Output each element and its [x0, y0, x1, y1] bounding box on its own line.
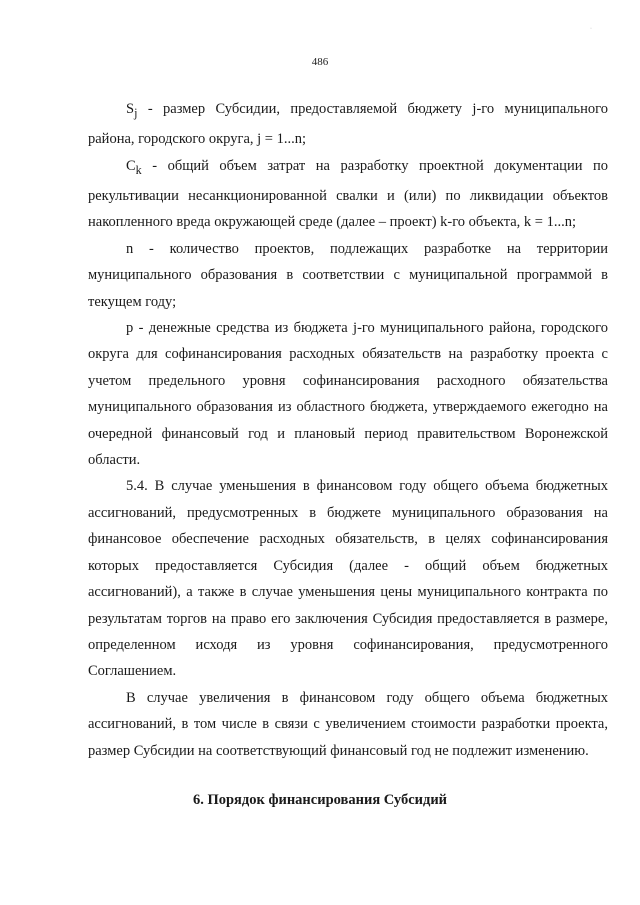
symbol-subscript: j	[134, 105, 138, 120]
symbol: p	[126, 320, 134, 337]
paragraph-p	[88, 315, 608, 473]
page-number: 486	[311, 56, 329, 68]
paragraph-text: 5.4. В случае уменьшения в финансовом году общего объема бюджетных ассигнований, предусмотренных в бюджете муниципального образования на финансовое обеспечение расходных обязательств, в целях софинансирования которых предоставляется Субсидия (далее - общий объем бюджетных ассигнований), а также в случае уменьшения цены муниципального контракта по результатам торгов на право его заключения Субсидия предоставляется в размере, определенном исходя из уровня софинансирования, предусмотренного Соглашением.	[88, 478, 608, 680]
paragraph-text: - размер Субсидии, предоставляемой бюджету j-го муниципального района, городского округа, j = 1...n;	[88, 101, 608, 148]
symbol-subscript: k	[135, 162, 142, 177]
section-heading: 6. Порядок финансирования Субсидий	[192, 792, 448, 808]
paragraph-text: В случае увеличения в финансовом году общего объема бюджетных ассигнований, в том числе в связи с увеличением стоимости разработки проекта, размер Субсидии на соответствующий финансовый год не подлежит изменению.	[88, 689, 608, 759]
paragraph-text: - общий объем затрат на разработку проектной документации по рекультивации несанкционированной свалки и (или) по ликвидации объектов накопленного вреда окружающей среде (далее – проект) k-го объекта, k = 1...n;	[88, 157, 608, 231]
paragraph-text: - количество проектов, подлежащих разработке на территории муниципального образования в соответствии с муниципальной программой в текущем году;	[88, 240, 608, 310]
paragraph-ck	[88, 153, 608, 236]
paragraph-increase	[88, 685, 608, 764]
paragraph-n	[88, 236, 608, 315]
paragraph-sj	[88, 96, 608, 153]
body-text	[88, 96, 608, 764]
paragraph-text: - денежные средства из бюджета j-го муниципального района, городского округа для софинансирования расходных обязательств на разработку проекта с учетом предельного уровня софинансирования расходного обязательства муниципального образования из областного бюджета, утверждаемого ежегодно на очередной финансовый год и плановый период правительством Воронежской области.	[88, 320, 608, 469]
symbol: S	[126, 101, 135, 117]
symbol: n	[126, 240, 134, 257]
paragraph-5-4	[88, 473, 608, 684]
symbol: C	[126, 157, 136, 174]
scan-mark: ·	[590, 26, 592, 32]
